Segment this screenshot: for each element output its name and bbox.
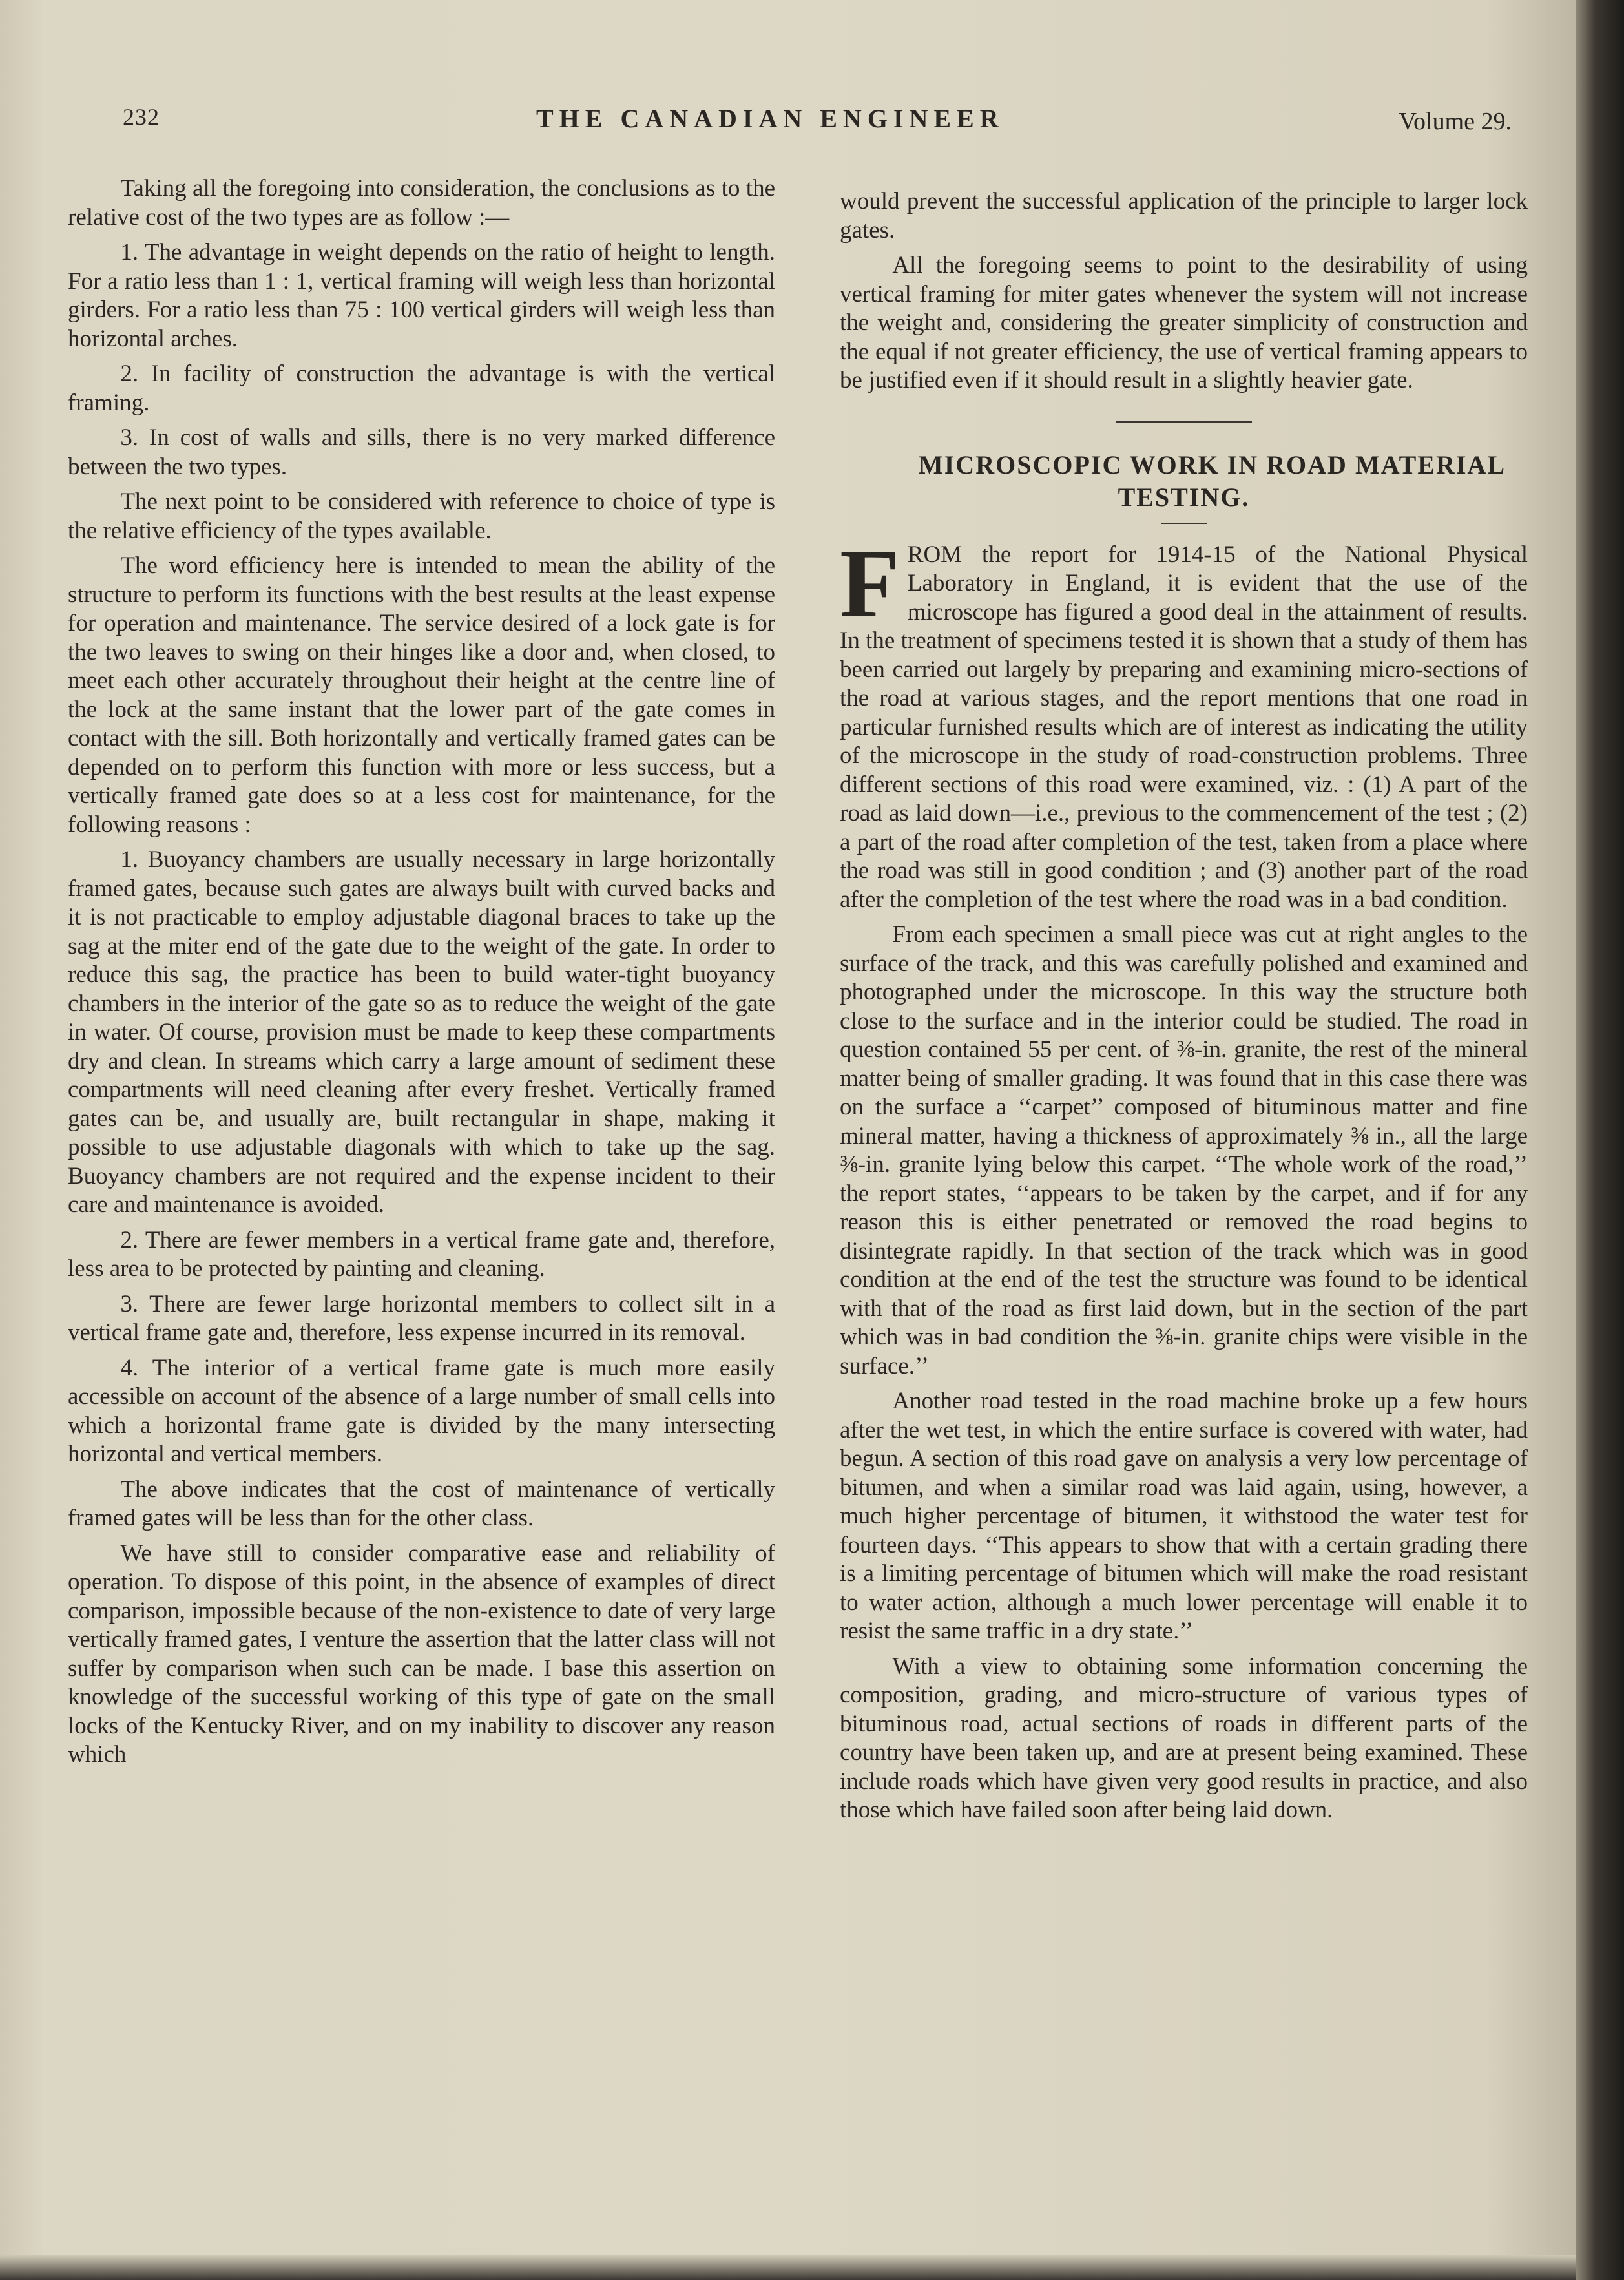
paragraph: With a view to obtaining some information concerning the composition, grading, and micro-structure of various types of bituminous road, actual sections of roads in different parts of the country have been taken up, and are at present being examined. These include roads which have given very good results in practice, and also those which have failed soon after being laid down. bbox=[840, 1653, 1528, 1823]
paragraph: The above indicates that the cost of maintenance of vertically framed gates will be less than for the other class. bbox=[68, 1476, 775, 1531]
list-item: 1. The advantage in weight depends on the ratio of height to length. For a ratio less than 1 : 1, vertical framing will weigh less than horizontal girders. For a ratio less than 75 : 100 vertical girders will weigh less than horizontal arches. bbox=[68, 239, 775, 352]
list-item: 3. There are fewer large horizontal members to collect silt in a vertical frame gate and, therefore, less expense incurred in its removal. bbox=[68, 1290, 775, 1346]
right-column bbox=[840, 187, 1528, 1832]
paragraph: From each specimen a small piece was cut at right angles to the surface of the track, and this was carefully polished and examined and photographed under the microscope. In this way the structure both close to the surface and in the interior could be studied. The road in question contained 55 per cent. of ⅜-in. granite, the rest of the mineral matter being of smaller grading. It was found that in this case there was on the surface a ‘‘carpet’’ composed of bituminous matter and fine mineral matter, having a thickness of approximately ⅜ in., all the large ⅜-in. granite lying below this carpet. ‘‘The whole work of the road,’’ the report states, ‘‘appears to be taken by the carpet, and if for any reason this is either penetrated or removed the road begins to disintegrate rapidly. In that section of the track which was in good condition at the end of the test the structure was found to be identical with that of the road as first laid down, but in the section of the part which was in bad condition the ⅜-in. granite chips were visible in the surface.’’ bbox=[840, 921, 1528, 1379]
paragraph: All the foregoing seems to point to the desirability of using vertical framing for miter gates whenever the system will not increase the weight and, considering the greater simplicity of construction and the equal if not greater efficiency, the use of vertical framing appears to be justified even if it should result in a slightly heavier gate. bbox=[840, 252, 1528, 393]
first-paragraph-text: ROM the report for 1914-15 of the National Physical Laboratory in England, it is evident that the use of the microscope has figured a good deal in the attainment of results. In the treatment of specimens tested it is shown that a study of them has been carried out largely by preparing and examining micro-sections of the road at various stages, and the report mentions that one road in particular furnished results which are of interest as indicating the utility of the microscope in the study of road-construction problems. Three different sections of this road were examined, viz. : (1) A part of the road as laid down—i.e., previous to the commencement of the test ; (2) a part of the road after completion of the test, taken from a place where the road was still in good condition ; and (3) another part of the road after the completion of the test where the road was in a bad condition. bbox=[840, 541, 1528, 913]
drop-cap: F bbox=[840, 528, 900, 638]
section-divider bbox=[1116, 421, 1252, 423]
list-item: 2. There are fewer members in a vertical frame gate and, therefore, less area to be protected by painting and cleaning. bbox=[68, 1226, 775, 1282]
paragraph: We have still to consider comparative ease and reliability of operation. To dispose of this point, in the absence of examples of direct comparison, impossible because of the non-existence to date of very large vertically framed gates, I venture the assertion that the latter class will not suffer by comparison when such can be made. I base this assertion on knowledge of the successful working of this type of gate on the small locks of the Kentucky River, and on my inability to discover any reason which bbox=[68, 1540, 775, 1768]
paragraph: would prevent the successful application of the principle to larger lock gates. bbox=[840, 188, 1528, 244]
left-column bbox=[68, 174, 775, 1776]
list-item: 3. In cost of walls and sills, there is no very marked difference between the two types. bbox=[68, 424, 775, 480]
article-first-paragraph bbox=[840, 528, 1528, 915]
list-item: 1. Buoyancy chambers are usually necessary in large horizontally framed gates, because such gates are always built with curved backs and it is not practicable to employ adjustable diagonal braces to take up the sag at the miter end of the gate due to the weight of the gate. In order to reduce this sag, the practice has been to build water-tight buoyancy chambers in the interior of the gate so as to reduce the weight of the gate in water. Of course, provision must be made to keep these compartments dry and clean. In streams which carry a large amount of sediment these compartments will need cleaning after every freshet. Vertically framed gates can be, and usually are, built rectangular in shape, making it possible to use adjustable diagonals with which to take up the sag. Buoyancy chambers are not required and the expense incident to their care and maintenance is avoided. bbox=[68, 846, 775, 1218]
title-underline bbox=[1161, 523, 1207, 524]
page-number: 232 bbox=[123, 104, 160, 130]
page-bottom-edge bbox=[0, 2255, 1576, 2280]
running-header bbox=[123, 103, 1512, 149]
paragraph: Another road tested in the road machine broke up a few hours after the wet test, in which the entire surface is covered with water, had begun. A section of this road gave on analysis a very low percentage of bitumen, and when a similar road was laid again, using, however, a much higher percentage of bitumen, it withstood the water test for fourteen days. ‘‘This appears to show that with a certain grading there is a limiting percentage of bitumen which will make the road resistant to water action, although a much lower percentage will enable it to resist the same traffic in a dry state.’’ bbox=[840, 1388, 1528, 1644]
journal-title: THE CANADIAN ENGINEER bbox=[536, 104, 1005, 133]
paragraph: The word efficiency here is intended to mean the ability of the structure to perform its functions with the best results at the least expense for operation and maintenance. The service desired of a lock gate is for the two leaves to swing on their hinges like a door and, when closed, to meet each other accurately throughout their height at the centre line of the lock at the same instant that the lower part of the gate comes in contact with the sill. Both horizontally and vertically framed gates can be depended on to perform this function with more or less success, but a vertically framed gate does so at a less cost for maintenance, for the following reasons : bbox=[68, 552, 775, 838]
list-item: 4. The interior of a vertical frame gate is much more easily accessible on account of the absence of a large number of small cells into which a horizontal frame gate is divided by the many intersecting horizontal and vertical members. bbox=[68, 1354, 775, 1467]
binding-gutter bbox=[1576, 0, 1624, 2280]
paragraph: Taking all the foregoing into consideration, the conclusions as to the relative cost of the two types are as follow :— bbox=[68, 175, 775, 231]
paragraph: The next point to be considered with reference to choice of type is the relative efficiency of the types available. bbox=[68, 488, 775, 544]
volume-label: Volume 29. bbox=[1399, 108, 1512, 135]
article-title: MICROSCOPIC WORK IN ROAD MATERIAL TESTING. bbox=[918, 450, 1506, 512]
list-item: 2. In facility of construction the advantage is with the vertical framing. bbox=[68, 361, 775, 416]
